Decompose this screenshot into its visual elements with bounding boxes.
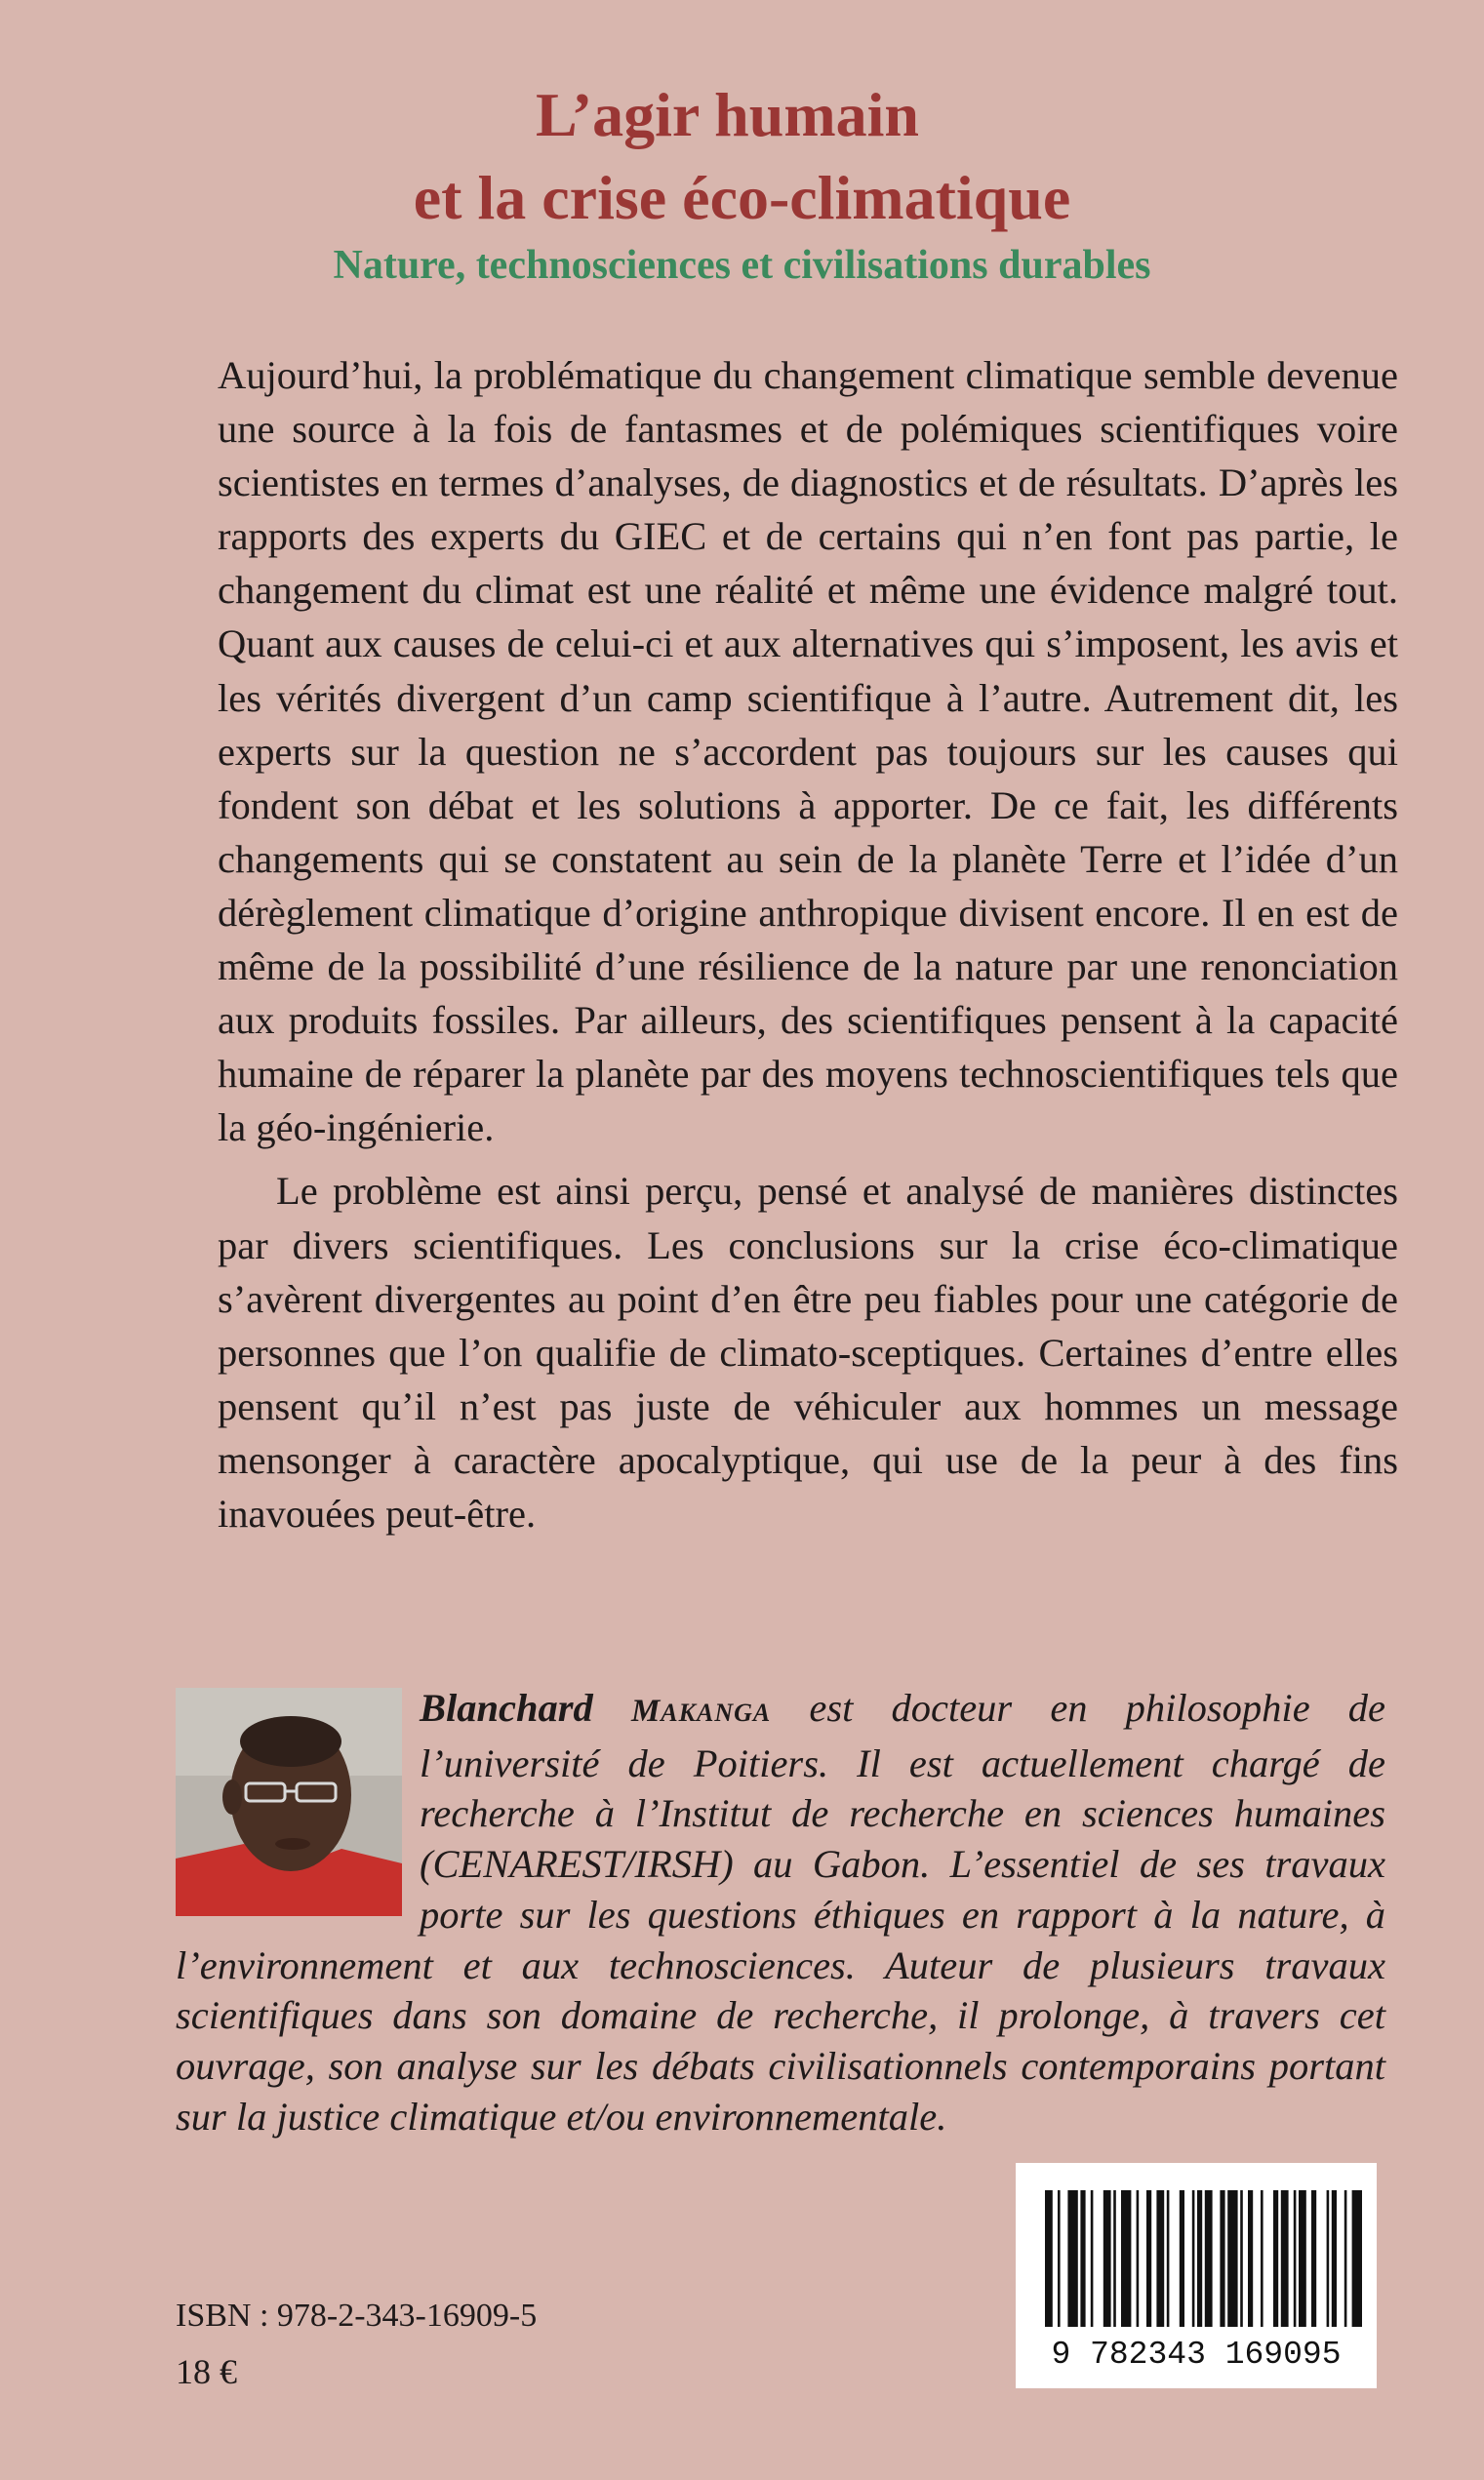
barcode-bar — [1327, 2190, 1330, 2327]
barcode-bar — [1156, 2190, 1164, 2327]
author-bio-text: est docteur en philosophie de l’université de Poitiers. Il est actuellement chargé de recherche à l’Institut de recherche en sciences humaines (CENAREST/IRSH) au Gabon. L’essentiel de ses travaux porte sur les questions éthiques en rapport à la nature, à l’environnement et aux technosciences. Auteur de plusieurs travaux scientifiques dans son domaine de recherche, il prolonge, à travers cet ouvrage, son analyse sur les débats civilisationnels contemporains portant sur la justice climatique et/ou environnementale. — [176, 1686, 1386, 2139]
barcode-bar — [1091, 2190, 1094, 2327]
barcode-bar — [1273, 2190, 1278, 2327]
barcode-bar — [1197, 2190, 1202, 2327]
barcode-bar — [1113, 2190, 1116, 2327]
book-title-line-1: L’agir humain — [535, 80, 920, 149]
book-subtitle: Nature, technosciences et civilisations durables — [333, 242, 1151, 288]
barcode-bar — [1067, 2190, 1077, 2327]
price: 18 € — [176, 2352, 237, 2391]
barcode-bar — [1058, 2190, 1061, 2327]
barcode-bar — [1281, 2190, 1289, 2327]
barcode-bar — [1137, 2190, 1140, 2327]
barcode-bar — [1240, 2190, 1243, 2327]
barcode-bar — [1261, 2190, 1263, 2327]
author-last-name: MAKANGA — [630, 1694, 772, 1729]
title-block — [0, 78, 1484, 289]
barcode-bar — [1080, 2190, 1085, 2327]
barcode-bar — [1045, 2190, 1053, 2327]
barcode-bar — [1299, 2190, 1306, 2327]
barcode-bar — [1167, 2190, 1170, 2327]
book-title-line-2: et la crise éco-climatique — [413, 162, 1071, 232]
barcode-bar — [1311, 2190, 1316, 2327]
barcode-bar — [1352, 2190, 1362, 2327]
summary-paragraph-2: Le problème est ainsi perçu, pensé et analysé de manières distinctes par divers scientifiques. Les conclusions sur la crise éco-climatique s’avèrent divergentes au point d’en être peu fiables pour une catégorie de personnes que l’on qualifie de climato-sceptiques. Certaines d’entre elles pensent qu’il n’est pas juste de véhiculer aux hommes un message mensonger à caractère apocalyptique, qui use de la peur à des fins inavouées peut-être. — [218, 1169, 1398, 1536]
author-last-name-rest: AKANGA — [661, 1699, 772, 1727]
barcode-bar — [1180, 2190, 1184, 2327]
barcode-bar — [1192, 2190, 1195, 2327]
summary-paragraph-1: Aujourd’hui, la problématique du changement climatique semble devenue une source à la fois de fantasmes et de polémiques scientifiques voire scientistes en termes d’analyses, de diagnostics et de résultats. D’après les rapports des experts du GIEC et de certains qui n’en font pas partie, le changement du climat est une réalité et même une évidence malgré tout. Quant aux causes de celui-ci et aux alternatives qui s’imposent, les avis et les vérités divergent d’un camp scientifique à l’autre. Autrement dit, les experts sur la question ne s’accordent pas toujours sur les causes qui fondent son débat et les solutions à apporter. De ce fait, les différents changements qui se constatent au sein de la planète Terre et l’idée d’un dérèglement climatique d’origine anthropique divisent encore. Il en est de même de la possibilité d’une résilience de la nature par une renonciation aux produits fossiles. Par ailleurs, des scientifiques pensent à la capacité humaine de réparer la planète par des moyens technoscientifiques tels que la géo-ingénierie. — [218, 353, 1398, 1150]
barcode-bar — [1121, 2190, 1131, 2327]
summary-text — [218, 348, 1398, 1540]
barcode-bar — [1344, 2190, 1347, 2327]
barcode-bar — [1103, 2190, 1111, 2327]
isbn: ISBN : 978-2-343-16909-5 — [176, 2298, 538, 2334]
barcode-bar — [1205, 2190, 1213, 2327]
barcode — [1016, 2163, 1377, 2388]
barcode-bar — [1248, 2190, 1253, 2327]
photo-spacer — [176, 1683, 420, 1927]
author-first-name: Blanchard — [420, 1686, 593, 1730]
barcode-bar — [1332, 2190, 1337, 2327]
barcode-bars — [1045, 2190, 1362, 2327]
barcode-bar — [1146, 2190, 1151, 2327]
barcode-digits: 9 782343 169095 — [1051, 2337, 1342, 2373]
author-bio — [176, 1683, 1385, 2141]
barcode-bar — [1220, 2190, 1224, 2327]
barcode-bar — [1294, 2190, 1297, 2327]
barcode-bar — [1227, 2190, 1237, 2327]
author-name — [420, 1686, 771, 1730]
